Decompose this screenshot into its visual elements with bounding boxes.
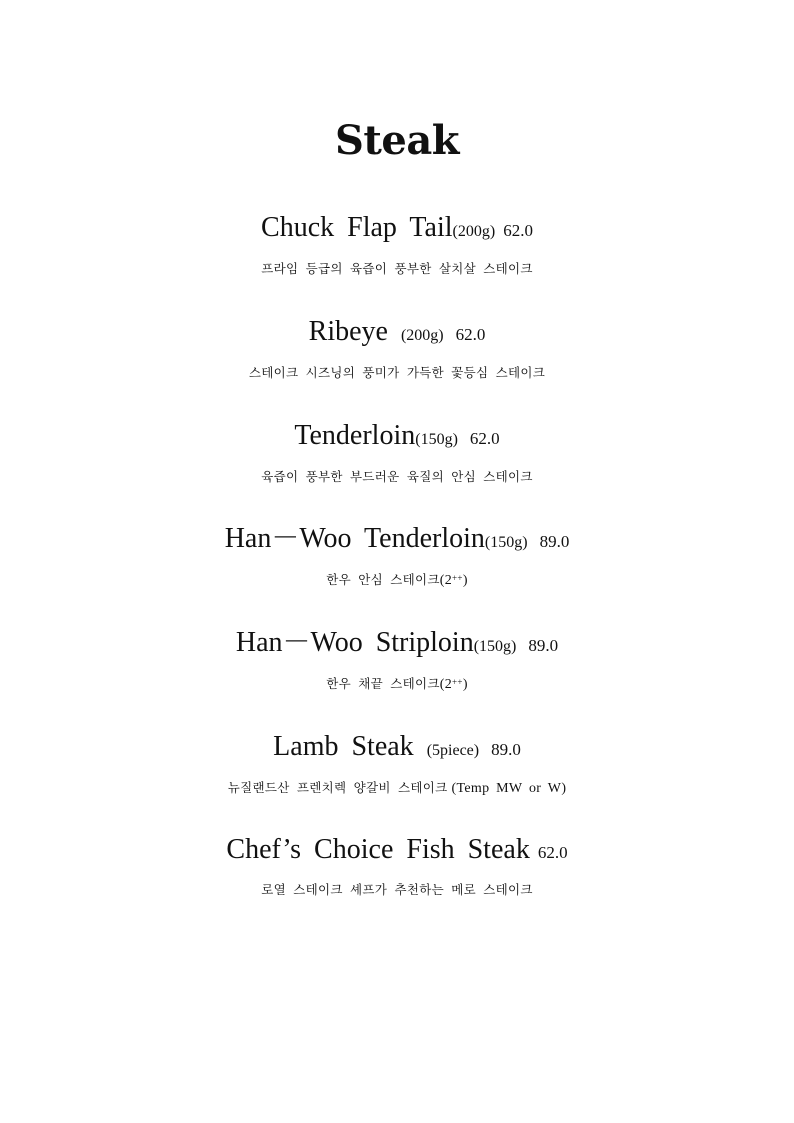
menu-item [0, 418, 794, 486]
grade-close: ) [462, 573, 468, 588]
menu-item-size: (200g) [452, 223, 496, 240]
menu-item-size: (150g) [415, 431, 462, 448]
menu-item-name: Han－Woo Striploin [235, 627, 474, 658]
menu-item-price: 62.0 [503, 221, 533, 240]
menu-item-size: (200g) [400, 327, 448, 344]
grade-base: (2 [439, 677, 453, 692]
menu-item-size: (150g) [473, 638, 521, 655]
menu-item-line [0, 729, 794, 769]
grade-superscript: ++ [452, 573, 463, 583]
menu-item-description-line [0, 571, 794, 590]
menu-item-description: 로열 스테이크 셰프가 추천하는 메로 스테이크 [261, 882, 533, 897]
menu-item-description: 육즙이 풍부한 부드러운 육질의 안심 스테이크 [261, 469, 533, 484]
menu-item-line [0, 521, 794, 561]
menu-item-size: (150g) [484, 534, 532, 551]
menu-item-price: 62.0 [537, 843, 568, 862]
menu-item-price: 89.0 [528, 636, 559, 655]
menu-item-description-line [0, 779, 794, 798]
menu-item-price: 62.0 [455, 325, 486, 344]
grade-superscript: ++ [452, 677, 463, 687]
menu-item-description: 한우 채끝 스테이크 [326, 676, 440, 691]
grade-base: (2 [439, 573, 453, 588]
menu-item-description: 한우 안심 스테이크 [326, 572, 440, 587]
menu-item-line [0, 418, 794, 458]
menu-item [0, 210, 794, 278]
menu-title: Steak [335, 117, 459, 164]
menu-item [0, 314, 794, 382]
menu-item-name: Ribeye [308, 316, 401, 347]
menu-item-name: Chuck Flap Tail [261, 212, 453, 243]
menu-item-grade [440, 677, 468, 692]
menu-item-price: 89.0 [491, 740, 521, 759]
menu-item-name: Chef’s Choice Fish Steak [226, 834, 530, 865]
menu-item [0, 521, 794, 590]
grade-close: ) [462, 677, 468, 692]
menu-item-description: 프라임 등급의 육즙이 풍부한 살치살 스테이크 [261, 261, 533, 276]
menu-item-description-line [0, 675, 794, 694]
menu-item-name: Lamb Steak [273, 731, 427, 762]
menu-item-price: 62.0 [469, 429, 500, 448]
menu-item-grade [440, 573, 468, 588]
menu-item-name: Tenderloin [294, 420, 416, 451]
menu-item-description: 뉴질랜드산 프렌치렉 양갈비 스테이크 [227, 780, 448, 795]
menu-item [0, 729, 794, 798]
menu-item-price: 89.0 [539, 532, 570, 551]
menu-item-line [0, 210, 794, 250]
menu-item [0, 625, 794, 694]
menu-item [0, 832, 794, 899]
menu-item-line [0, 625, 794, 665]
menu-item-description: 스테이크 시즈닝의 풍미가 가득한 꽃등심 스테이크 [248, 365, 546, 380]
menu-item-size: (5piece) [426, 742, 484, 759]
menu-item-line [0, 314, 794, 354]
menu-item-temp-note: (Temp MW or W) [451, 781, 567, 796]
menu-item-line [0, 832, 794, 871]
menu-item-name: Han－Woo Tenderloin [224, 523, 485, 554]
